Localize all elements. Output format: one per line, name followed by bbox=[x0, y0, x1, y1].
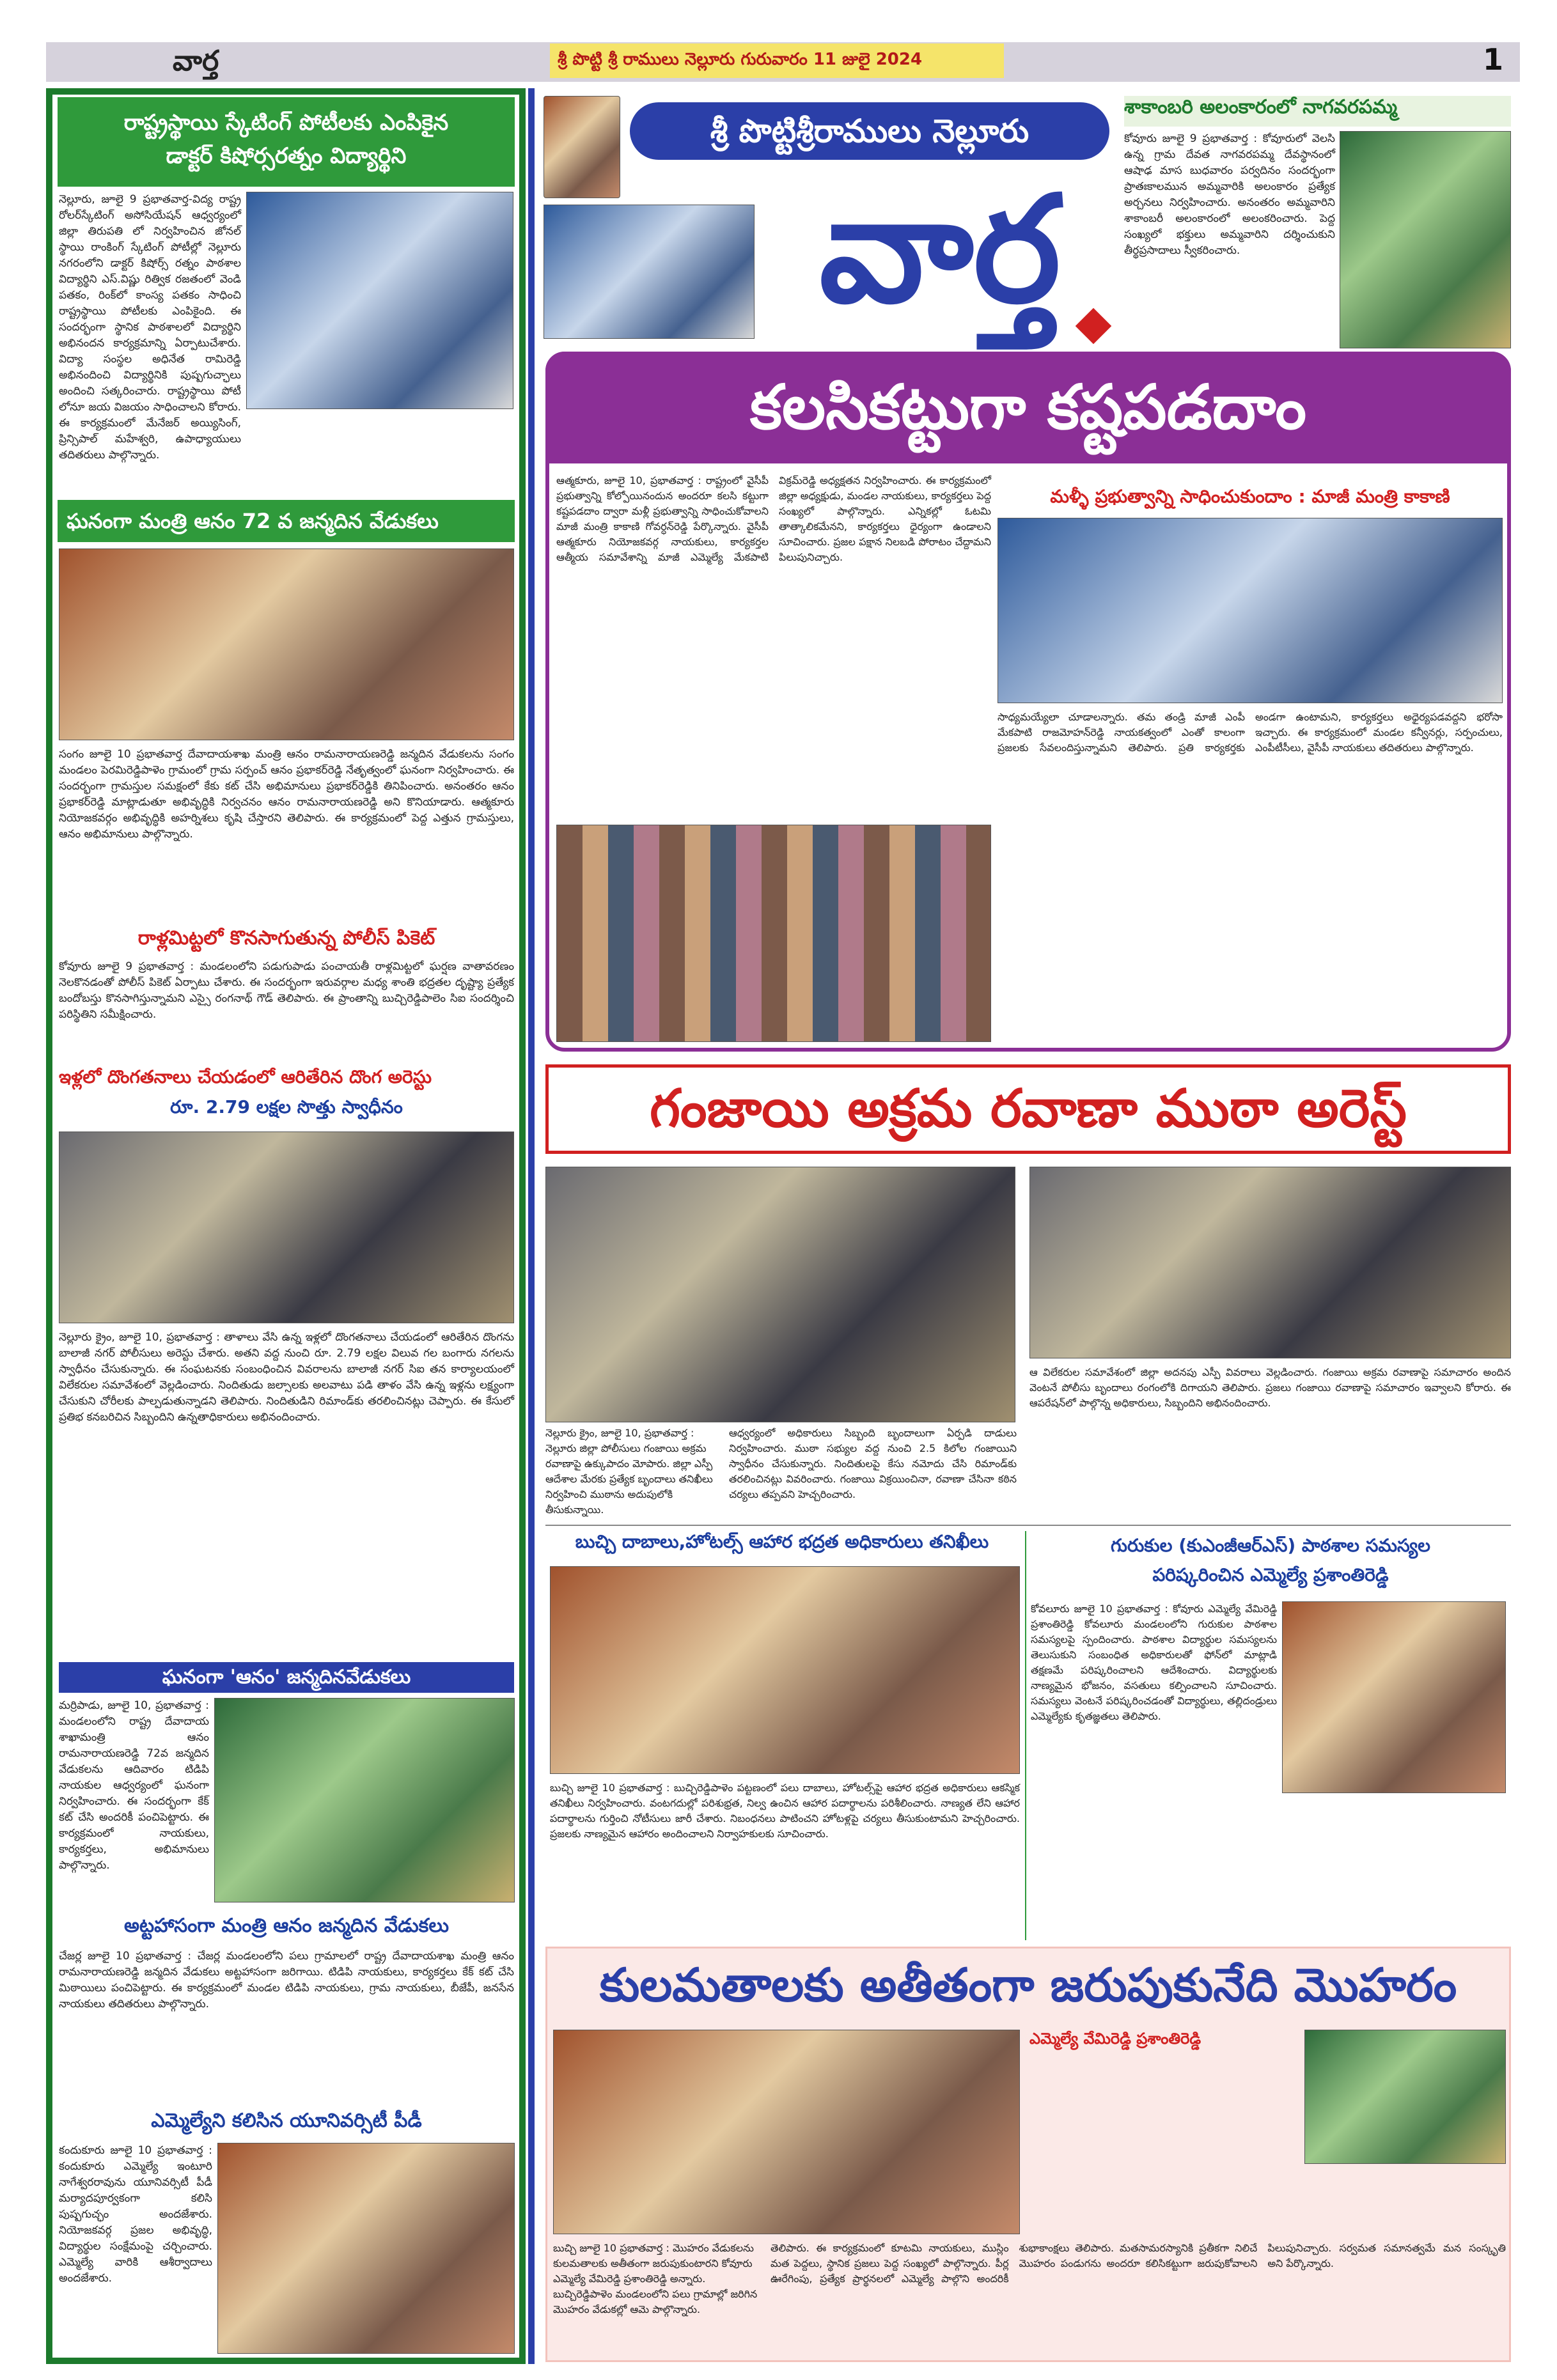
column-divider bbox=[528, 88, 535, 2364]
story1-photo bbox=[246, 192, 513, 409]
masthead-logo: వార్త bbox=[819, 163, 1061, 336]
food-safety-body: బుచ్చి జూలై 10 ప్రభాతవార్త : బుచ్చిరెడ్డిపాళెం పట్టణంలో పలు దాబాలు, హోటల్స్‌పై ఆహార భద్రత అధికారులు ఆకస్మిక తనిఖీలు నిర్వహించారు. వంటగదుల్లో పరిశుభ్రత, నిల్వ ఉంచిన ఆహార పదార్థాలను పరిశీలించారు. నాణ్యత లేని ఆహార పదార్థాలను గుర్తించి నోటీసులు జారీ చేశారు. నిబంధనలు పాటించని హోటళ్లపై చర్యలు తీసుకుంటామని హెచ్చరించారు. ప్రజలకు నాణ్యమైన ఆహారం అందించాలని నిర్వాహకులకు సూచించారు. bbox=[550, 1782, 1020, 1840]
center-divider bbox=[1025, 1531, 1026, 1940]
gurukula-headline-line1: గురుకుల (కుఎంజీఆర్ఎస్) పాఠశాల సమస్యల bbox=[1110, 1535, 1430, 1556]
banner1-crowd-photo bbox=[556, 825, 991, 1042]
banner1-headline: కలసికట్టుగా కష్టపడదాం bbox=[545, 352, 1511, 463]
food-safety-photo bbox=[550, 1566, 1020, 1774]
story1-body: నెల్లూరు, జూలై 9 ప్రభాతవార్త-విద్య రాష్ట్ర రోలర్‌స్కేటింగ్ అసోసియేషన్ ఆధ్వర్యంలో జిల్లా తిరుపతి లో నిర్వహించిన జోనల్ స్థాయి రాంకింగ్ స్కేటింగ్ పోటీల్లో నెల్లూరు నగరంలోని డాక్టర్ కిషోర్స్ రత్నం పాఠశాల విద్యార్థిని ఎస్.విష్ణు రిత్విక రజతంలో వెండి పతకం, రింక్‌లో కాంస్య పతకం సాధించి రాష్ట్రస్థాయి పోటీలకు ఎంపికైంది. ఈ సందర్భంగా స్థానిక పాఠశాలలో విద్యార్థిని అభినందన కార్యక్రమాన్ని ఏర్పాటుచేశారు. విద్యా సంస్థల అధినేత రామిరెడ్డి అభినందించి విద్యార్థినికి పుష్పగుచ్ఛాలు అందించి సత్కరించారు. రాష్ట్రస్థాయి పోటీ లోనూ జయ విజయం సాధించాలని కోరారు. ఈ కార్యక్రమంలో మేనేజర్ అయ్యిసింగ్, ప్రిన్సిపాల్ మహేశ్వరి, ఉపాధ్యాయులు తదితరులు పాల్గొన్నారు. bbox=[59, 193, 241, 462]
strip-date-line: శ్రీ పొట్టి శ్రీ రాములు నెల్లూరు గురువారం 11 జులై 2024 bbox=[550, 43, 1004, 78]
gurukula-headline-line2: పరిష్కరించిన ఎమ్మెల్యే ప్రశాంతిరెడ్డి bbox=[1152, 1564, 1389, 1585]
story1-body-tail bbox=[246, 414, 513, 451]
story7-headline: ఎమ్మెల్యేని కలిసిన యూనివర్సిటీ పీడీ bbox=[151, 2110, 422, 2132]
banner2-headline: గంజాయి అక్రమ రవాణా ముఠా అరెస్ట్ bbox=[545, 1064, 1511, 1154]
story4-photo bbox=[59, 1132, 514, 1323]
gurukula-headline bbox=[1031, 1531, 1510, 1595]
banner2-photo-arrested bbox=[1029, 1167, 1511, 1358]
story5-photo bbox=[214, 1698, 515, 1902]
gurukula-photo bbox=[1282, 1601, 1506, 1793]
banner2-col3: ఆ విలేకరుల సమావేశంలో జిల్లా అదనపు ఎస్పీ వివరాలు వెల్లడించారు. గంజాయి అక్రమ రవాణాపై సమాచారం అందిన వెంటనే పోలీసు బృందాలు రంగంలోకి దిగాయని తెలిపారు. ప్రజలు గంజాయి రవాణాపై సమాచారం ఇవ్వాలని కోరారు. ఈ ఆపరేషన్‌లో పాల్గొన్న అధికారులు, సిబ్బందిని అభినందించారు. bbox=[1029, 1366, 1511, 1409]
page-number: 1 bbox=[1482, 42, 1503, 77]
food-safety-headline: బుచ్చి దాబాలు,హోటల్స్ ఆహార భద్రత అధికారులు తనిఖీలు bbox=[575, 1531, 989, 1552]
story6-headline: అట్టహాసంగా మంత్రి ఆనం జన్మదిన వేడుకలు bbox=[124, 1915, 449, 1937]
section-rule bbox=[545, 1525, 1511, 1526]
top-right-headline: శాకాంబరి అలంకారంలో నాగవరపమ్మ bbox=[1124, 96, 1511, 127]
strip-brand: వార్త bbox=[173, 45, 219, 77]
story4-subhead: రూ. 2.79 లక్షల సొత్తు స్వాధీనం bbox=[170, 1096, 403, 1117]
banner2-body: ఆధ్వర్యంలో అధికారులు సిబ్బంది బృందాలుగా ఏర్పడి దాడులు నిర్వహించారు. ముఠా సభ్యుల వద్ద నుంచి 2.5 కిలోల గంజాయిని స్వాధీనం చేసుకున్నారు. నిందితులపై కేసు నమోదు చేసి రిమాండ్‌కు తరలించినట్లు వివరించారు. గంజాయి విక్రయించినా, రవాణా చేసినా కఠిన చర్యలు తప్పవని హెచ్చరించారు. bbox=[729, 1427, 1017, 1500]
story3-headline: రాళ్లమిట్టలో కొనసాగుతున్న పోలీస్ పికెట్ bbox=[137, 927, 435, 949]
story1-headline-line2: డాక్టర్ కిషోర్సరత్నం విద్యార్థిని bbox=[166, 143, 407, 169]
district-banner: శ్రీ పొట్టిశ్రీరాములు నెల్లూరు bbox=[630, 102, 1109, 160]
story2-headline: ఘనంగా మంత్రి ఆనం 72 వ జన్మదిన వేడుకలు bbox=[58, 500, 515, 542]
gurukula-body-tail bbox=[1031, 1800, 1510, 1937]
story2-photo bbox=[59, 548, 514, 740]
masthead-photo bbox=[544, 205, 755, 339]
moharram-body: తెలిపారు. ఈ కార్యక్రమంలో కూటమి నాయకులు, ముస్లిం మత పెద్దలు, స్థానిక ప్రజలు పెద్ద సంఖ్యలో పాల్గొన్నారు. పీర్ల ఊరేగింపు, ప్రత్యేక ప్రార్థనలలో ఎమ్మెల్యే పాల్గొని అందరికీ శుభాకాంక్షలు తెలిపారు. మతసామరస్యానికి ప్రతీకగా నిలిచే మొహరం పండుగను అందరూ కలిసికట్టుగా జరుపుకోవాలని పిలుపునిచ్చారు. సర్వమత సమానత్వమే మన సంస్కృతి అని పేర్కొన్నారు. bbox=[771, 2242, 1506, 2285]
banner1-subhead: మళ్ళీ ప్రభుత్వాన్ని సాధించుకుందాం : మాజీ మంత్రి కాకాణి bbox=[1050, 486, 1450, 507]
banner3-headline: కులమతాలకు అతీతంగా జరుపుకునేది మొహరం bbox=[599, 1958, 1457, 2012]
moharram-caption: బుచ్చి జూలై 10 ప్రభాతవార్త : మొహరం వేడుకలను కులమతాలకు అతీతంగా జరుపుకుంటారని కోవూరు ఎమ్మెల్యే వేమిరెడ్డి ప్రశాంతిరెడ్డి అన్నారు. బుచ్చిరెడ్డిపాళెం మండలంలోని పలు గ్రామాల్లో జరిగిన మొహరం వేడుకల్లో ఆమె పాల్గొన్నారు. bbox=[553, 2242, 758, 2315]
top-right-photo bbox=[1340, 131, 1511, 348]
banner1-continued: సాధ్యమయ్యేలా చూడాలన్నారు. తమ తండ్రి మాజీ ఎంపీ మేకపాటి రాజమోహన్‌రెడ్డి నాయకత్వంలో ఎంతో కాలంగా ప్రజలకు సేవలందిస్తున్నామని తెలిపారు. ప్రతి కార్యకర్తకు అండగా ఉంటామని, కార్యకర్తలు అధైర్యపడవద్దని భరోసా ఇచ్చారు. ఈ కార్యక్రమంలో మండల కన్వీనర్లు, సర్పంచులు, ఎంపీటీసీలు, వైసీపీ నాయకులు తదితరులు పాల్గొన్నారు. bbox=[998, 711, 1503, 754]
founder-portrait bbox=[544, 96, 620, 198]
banner1-body: ఆత్మకూరు, జూలై 10, ప్రభాతవార్త : రాష్ట్రంలో వైసీపీ ప్రభుత్వాన్ని కోల్పోయినందున అందరూ కలసి కట్టుగా కష్టపడదాం ద్వారా మళ్లీ ప్రభుత్వాన్ని సాధించుకోవాలని మాజీ మంత్రి కాకాణి గోవర్ధన్‌రెడ్డి పేర్కొన్నారు. వైసీపీ ఆత్మకూరు నియోజకవర్గ నాయకులు, కార్యకర్తల ఆత్మీయ సమావేశాన్ని మాజీ ఎమ్మెల్యే మేకపాటి విక్రమ్‌రెడ్డి అధ్యక్షతన నిర్వహించారు. ఈ కార్యక్రమంలో జిల్లా అధ్యక్షుడు, మండల నాయకులు, కార్యకర్తలు పెద్ద సంఖ్యలో పాల్గొన్నారు. ఎన్నికల్లో ఓటమి తాత్కాలికమేనని, కార్యకర్తలు ధైర్యంగా ఉండాలని సూచించారు. ప్రజల పక్షాన నిలబడి పోరాటం చేద్దామని పిలుపునిచ్చారు. bbox=[556, 474, 991, 563]
moharram-photo-right bbox=[1304, 2030, 1506, 2164]
story4-body: నెల్లూరు క్రైం, జూలై 10, ప్రభాతవార్త : తాళాలు వేసి ఉన్న ఇళ్లలో దొంగతనాలు చేయడంలో ఆరితేరిన దొంగను బాలాజీ నగర్ పోలీసులు అరెస్టు చేశారు. అతని వద్ద నుంచి రూ. 2.79 లక్షల విలువ గల బంగారు నగలను స్వాధీనం చేసుకున్నారు. ఈ సంఘటనకు సంబంధించిన వివరాలను బాలాజీ నగర్ సిఐ తన కార్యాలయంలో విలేకరుల సమావేశంలో వెల్లడించారు. నిందితుడు జల్సాలకు అలవాటు పడి తాళం వేసి ఉన్న ఇళ్లను లక్ష్యంగా చేసుకుని చోరీలకు పాల్పడుతున్నాడని తెలిపారు. నిందితుడిని రిమాండ్‌కు తరలించినట్లు చెప్పారు. ఈ కేసులో ప్రతిభ కనబరిచిన సిబ్బందిని ఉన్నతాధికారులు అభినందించారు. bbox=[59, 1331, 514, 1424]
story5-body: మర్రిపాడు, జూలై 10, ప్రభాతవార్త : మండలంలోని రాష్ట్ర దేవాదాయ శాఖామంత్రి ఆనం రామనారాయణరెడ్డి 72వ జన్మదిన వేడుకలను ఆదివారం టిడిపి నాయకుల ఆధ్వర్యంలో ఘనంగా నిర్వహించారు. ఈ సందర్భంగా కేక్ కట్ చేసి అందరికీ పంచిపెట్టారు. ఈ కార్యక్రమంలో నాయకులు, కార్యకర్తలు, అభిమానులు పాల్గొన్నారు. bbox=[59, 1699, 209, 1872]
story3-body: కోవూరు జూలై 9 ప్రభాతవార్త : మండలంలోని పడుగుపాడు పంచాయతీ రాళ్లమిట్టలో ఘర్షణ వాతావరణం నెలకొనడంతో పోలీస్ పికెట్ ఏర్పాటు చేశారు. ఈ సందర్భంగా ఇరువర్గాల మధ్య శాంతి భద్రతల దృష్ట్యా ప్రత్యేక బందోబస్తు కొనసాగిస్తున్నామని ఎస్సై రంగనాథ్ గౌడ్ తెలిపారు. ఈ ప్రాంతాన్ని బుచ్చిరెడ్డిపాలెం సిఐ సందర్శించి పరిస్థితిని సమీక్షించారు. bbox=[59, 960, 514, 1021]
story5-headline: ఘనంగా 'ఆనం' జన్మదినవేడుకలు bbox=[59, 1662, 514, 1693]
story1-headline bbox=[58, 97, 515, 187]
story2-body: సంగం జూలై 10 ప్రభాతవార్త దేవాదాయశాఖ మంత్రి ఆనం రామనారాయణరెడ్డి జన్మదిన వేడుకలను సంగం మండలం పెరమిరెడ్డిపాళెం గ్రామంలో గ్రామ సర్పంచ్ ఆనం ప్రభాకర్‌రెడ్డి నేతృత్వంలో ఘనంగా నిర్వహించారు. ఈ సందర్భంగా గ్రామస్తుల సమక్షంలో కేకు కట్ చేసి అభిమానులు ప్రభాకర్‌రెడ్డికి తినిపించారు. అనంతరం ఆనం ప్రభాకర్‌రెడ్డి మాట్లాడుతూ అభివృద్ధికి నిర్వచనం ఆనం రామనారాయణరెడ్డి అని కొనియాడారు. ఆత్మకూరు నియోజకవర్గం అభివృద్ధికి అహర్నిశలు కృషి చేస్తారని తెలిపారు. ఈ కార్యక్రమంలో పెద్ద ఎత్తున గ్రామస్తులు, ఆనం అభిమానులు పాల్గొన్నారు. bbox=[59, 748, 514, 841]
moharram-body-right bbox=[1029, 2062, 1298, 2234]
banner2-caption: నెల్లూరు క్రైం, జూలై 10, ప్రభాతవార్త : నెల్లూరు జిల్లా పోలీసులు గంజాయి అక్రమ రవాణాపై ఉక్కుపాదం మోపారు. జిల్లా ఎస్పీ ఆదేశాల మేరకు ప్రత్యేక బృందాలు తనిఖీలు నిర్వహించి ముఠాను అదుపులోకి తీసుకున్నాయి. bbox=[545, 1427, 713, 1516]
story7-body: కందుకూరు జూలై 10 ప్రభాతవార్త : కందుకూరు ఎమ్మెల్యే ఇంటూరి నాగేశ్వరరావును యూనివర్సిటీ పీడీ మర్యాదపూర్వకంగా కలిసి పుష్పగుచ్ఛం అందజేశారు. నియోజకవర్గ ప్రజల అభివృద్ధి, విద్యార్థుల సంక్షేమంపై చర్చించారు. ఎమ్మెల్యే వారికి ఆశీర్వాదాలు అందజేశారు. bbox=[59, 2144, 212, 2285]
gurukula-body: కోవలూరు జూలై 10 ప్రభాతవార్త : కోవూరు ఎమ్మెల్యే వేమిరెడ్డి ప్రశాంతిరెడ్డి కోవలూరు మండలంలోని గురుకుల పాఠశాల సమస్యలపై స్పందించారు. పాఠశాల విద్యార్థుల సమస్యలను తెలుసుకుని సంబంధిత అధికారులతో ఫోన్‌లో మాట్లాడి తక్షణమే పరిష్కరించాలని ఆదేశించారు. విద్యార్థులకు నాణ్యమైన భోజనం, వసతులు కల్పించాలని సూచించారు. సమస్యలు వెంటనే పరిష్కరించడంతో విద్యార్థులు, తల్లిదండ్రులు ఎమ్మెల్యేకు కృతజ్ఞతలు తెలిపారు. bbox=[1031, 1603, 1277, 1722]
story4-headline: ఇళ్లలో దొంగతనాలు చేయడంలో ఆరితేరిన దొంగ అరెస్టు bbox=[59, 1066, 432, 1087]
banner1-meeting-photo bbox=[998, 518, 1503, 703]
moharram-subhead: ఎమ్మెల్యే వేమిరెడ్డి ప్రశాంతిరెడ్డి bbox=[1029, 2030, 1201, 2048]
banner2-photo-seized bbox=[545, 1167, 1015, 1422]
moharram-photo-left bbox=[553, 2030, 1020, 2234]
story6-body: చేజర్ల జూలై 10 ప్రభాతవార్త : చేజర్ల మండలంలోని పలు గ్రామాలలో రాష్ట్ర దేవాదాయశాఖ మంత్రి ఆనం రామనారాయణరెడ్డి జన్మదిన వేడుకలు అట్టహాసంగా జరిగాయి. టిడిపి నాయకులు, కార్యకర్తలు కేక్ కట్ చేసి మిఠాయిలు పంచిపెట్టారు. ఈ కార్యక్రమంలో మండల టిడిపి నాయకులు, గ్రామ నాయకులు, బీజేపీ, జనసేన నాయకులు తదితరులు పాల్గొన్నారు. bbox=[59, 1950, 514, 2011]
story1-headline-line1: రాష్ట్రస్థాయి స్కేటింగ్ పోటీలకు ఎంపికైన bbox=[123, 110, 449, 136]
story7-photo bbox=[217, 2143, 515, 2354]
top-right-body: కోవూరు జూలై 9 ప్రభాతవార్త : కోవూరులో వెలసి ఉన్న గ్రామ దేవత నాగవరపమ్మ దేవస్థానంలో ఆషాఢ మాస బుధవారం పర్వదినం సందర్భంగా ప్రాతఃకాలమున అమ్మవారికి అలంకారం ప్రత్యేక అర్చనలు నిర్వహించారు. అనంతరం అమ్మవారిని శాకాంబరీ అలంకారంలో అలంకరించారు. పెద్ద సంఖ్యలో భక్తులు అమ్మవారిని దర్శించుకుని తీర్థప్రసాదాలు స్వీకరించారు. bbox=[1124, 132, 1335, 257]
